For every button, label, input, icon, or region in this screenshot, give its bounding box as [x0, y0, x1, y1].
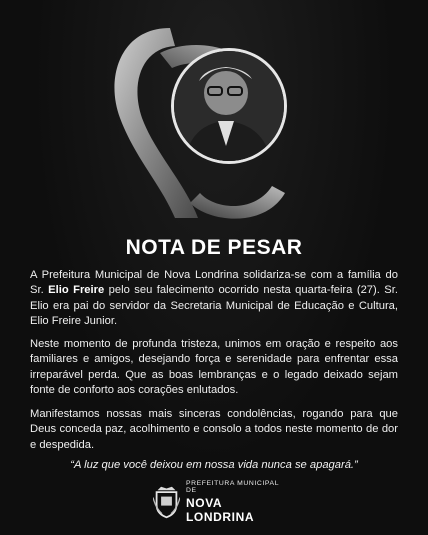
- page-title: NOTA DE PESAR: [125, 236, 303, 259]
- paragraph-2: Neste momento de profunda tristeza, unimos em oração e respeito aos familiares e amigos, desejando força e serenidade para enfrentar essa irreparável perda. Que as boas lembranças e o legado deixado sejam fonte de conforto aos corações enlutados.: [30, 338, 398, 396]
- logo-line-2: NOVA LONDRINA: [186, 496, 255, 524]
- logo-line-1: PREFEITURA MUNICIPAL DE: [186, 480, 279, 494]
- municipal-logo: [153, 482, 283, 522]
- paragraph-1: A Prefeitura Municipal de Nova Londrina solidariza-se com a família do Sr. Elio Freire pelo seu falecimento ocorrido nesta quarta-feira (27). Sr. Elio era pai do servidor da Secretaria Municipal de Educação e Cultura, Elio Freire Junior.: [30, 269, 398, 327]
- municipal-crest-icon: [153, 483, 180, 521]
- deceased-name: Elio Freire: [48, 284, 105, 297]
- quote: “A luz que você deixou em nossa vida nunca se apagará.”: [70, 459, 358, 471]
- person-silhouette-icon: [174, 51, 284, 161]
- portrait-photo: [171, 48, 287, 164]
- paragraph-3: Manifestamos nossas mais sinceras condolências, rogando para que Deus conceda paz, acolhimento e consolo a todos neste momento de dor e despedida.: [30, 408, 398, 451]
